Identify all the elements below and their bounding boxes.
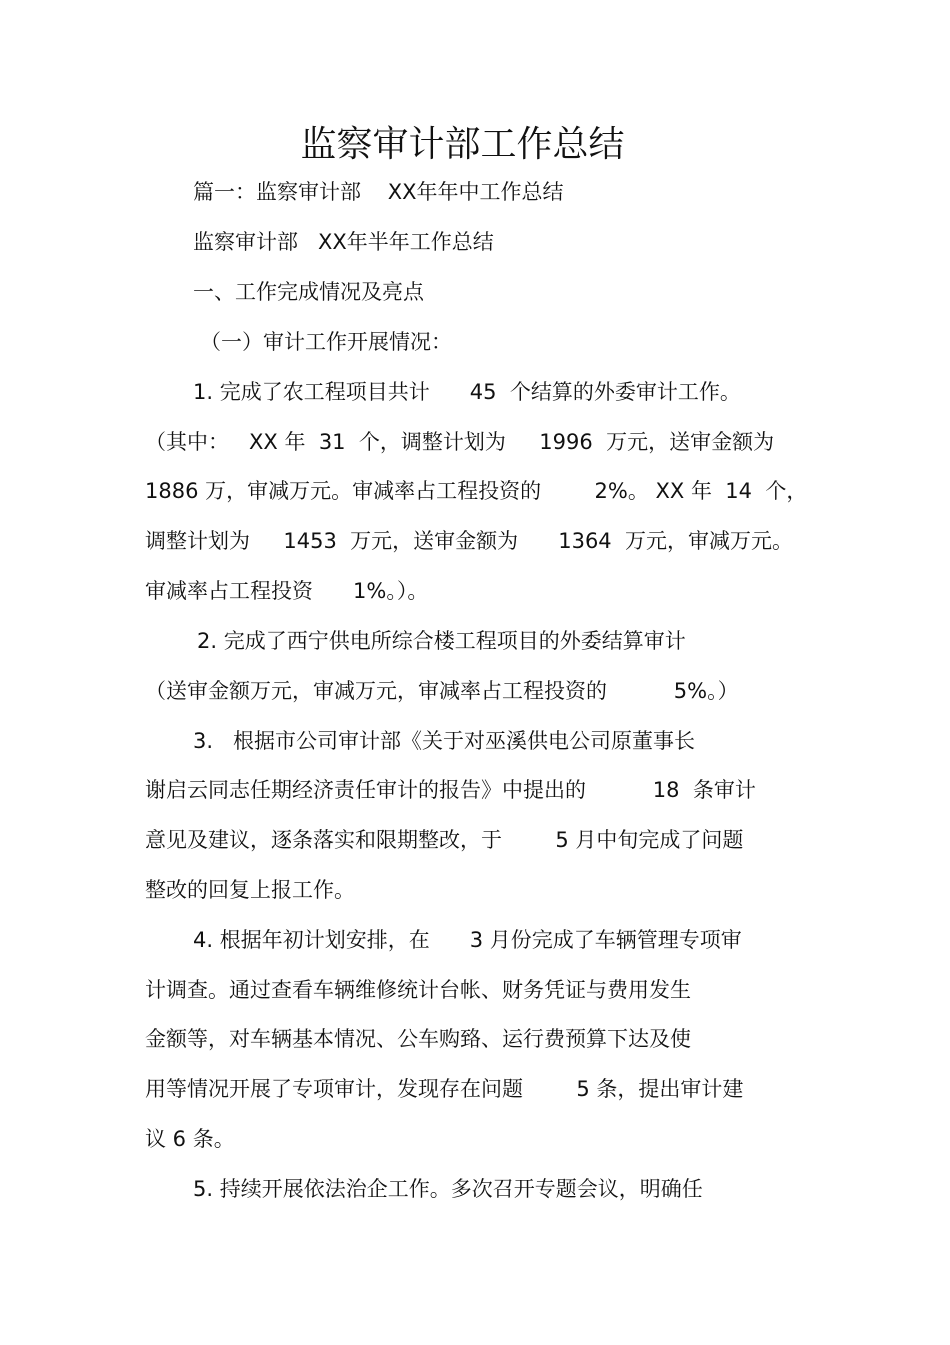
paragraph-line: 议 6 条。: [145, 1127, 235, 1151]
paragraph-line: 计调查。通过查看车辆维修统计台帐、财务凭证与费用发生: [145, 978, 691, 1002]
paragraph-line: 用等情况开展了专项审计，发现存在问题 5 条，提出审计建: [145, 1077, 744, 1101]
paragraph-line: 5. 持续开展依法治企工作。多次召开专题会议，明确任: [193, 1177, 703, 1201]
paragraph-line: 调整计划为 1453 万元，送审金额为 1364 万元，审减万元。: [145, 529, 794, 553]
subtitle-line-1: 篇一：监察审计部 XX年年中工作总结: [193, 180, 564, 204]
paragraph-line: 3. 根据市公司审计部《关于对巫溪供电公司原董事长: [193, 729, 696, 753]
paragraph-line: 2. 完成了西宁供电所综合楼工程项目的外委结算审计: [197, 629, 686, 653]
paragraph-line: 金额等，对车辆基本情况、公车购臵、运行费预算下达及使: [145, 1027, 691, 1051]
subsection-heading: （一）审计工作开展情况：: [200, 330, 452, 354]
paragraph-line: 4. 根据年初计划安排，在 3 月份完成了车辆管理专项审: [193, 928, 742, 952]
paragraph-line: 1. 完成了农工程项目共计 45 个结算的外委审计工作。: [193, 380, 741, 404]
subtitle-line-2: 监察审计部 XX年半年工作总结: [193, 230, 494, 254]
paragraph-line: 审减率占工程投资 1%。）。: [145, 579, 429, 603]
paragraph-line: 谢启云同志任期经济责任审计的报告》中提出的 18 条审计: [145, 778, 756, 802]
paragraph-line: 意见及建议，逐条落实和限期整改，于 5 月中旬完成了问题: [145, 828, 744, 852]
paragraph-line: 整改的回复上报工作。: [145, 878, 355, 902]
paragraph-line: （送审金额万元，审减万元，审减率占工程投资的 5%。）: [145, 679, 739, 703]
paragraph-line: （其中： XX 年 31 个，调整计划为 1996 万元，送审金额为: [145, 430, 775, 454]
section-heading: 一、工作完成情况及亮点: [193, 280, 424, 304]
document-title: 监察审计部工作总结: [300, 124, 625, 165]
paragraph-line: 1886 万，审减万元。审减率占工程投资的 2%。 XX 年 14 个，: [145, 479, 808, 503]
